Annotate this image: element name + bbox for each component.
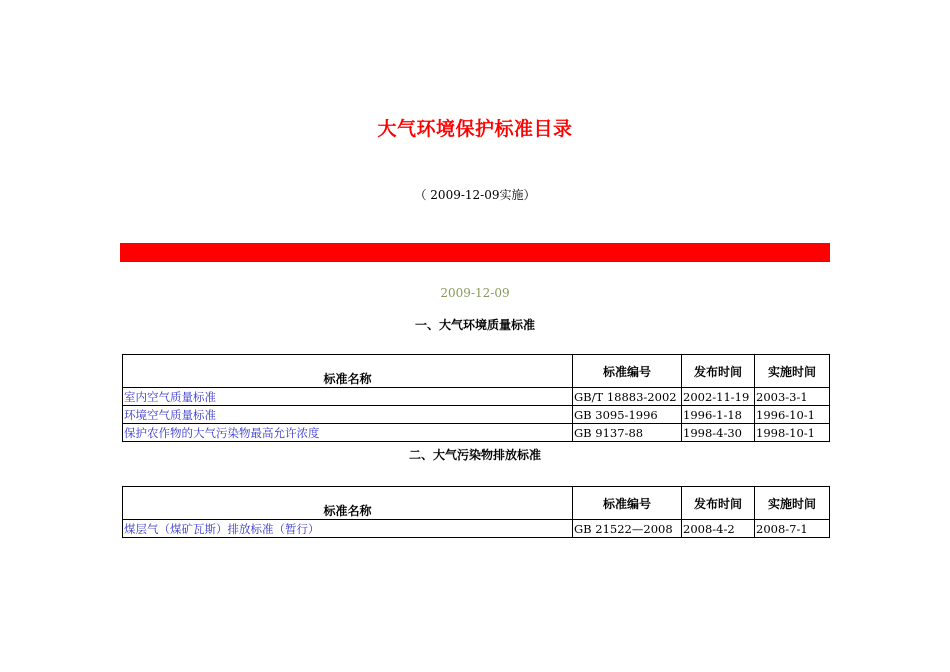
column-header-effective: 实施时间 xyxy=(755,487,830,520)
red-divider-bar xyxy=(120,243,830,262)
section-heading-air-quality: 一、大气环境质量标准 xyxy=(414,318,535,332)
standard-code: GB/T 18883-2002 xyxy=(573,388,682,406)
standard-name-link[interactable]: 环境空气质量标准 xyxy=(124,407,216,422)
table-row xyxy=(123,520,830,538)
publish-date: 2009-12-09 xyxy=(440,286,510,300)
effective-date: 1998-10-1 xyxy=(755,424,830,442)
table-row xyxy=(123,388,830,406)
standard-code: GB 21522—2008 xyxy=(573,520,682,538)
table-header-row xyxy=(123,487,830,520)
column-header-name: 标准名称 xyxy=(123,355,573,388)
published-date: 2008-4-2 xyxy=(682,520,755,538)
standard-code: GB 9137-88 xyxy=(573,424,682,442)
air-quality-standards-table xyxy=(122,354,830,442)
published-date: 1998-4-30 xyxy=(682,424,755,442)
effective-date: 2003-3-1 xyxy=(755,388,830,406)
implementation-date-note: （ 2009-12-09实施） xyxy=(414,188,536,202)
section-heading-emission: 二、大气污染物排放标准 xyxy=(408,448,541,462)
standard-code: GB 3095-1996 xyxy=(573,406,682,424)
table-row xyxy=(123,406,830,424)
table-header-row xyxy=(123,355,830,388)
published-date: 2002-11-19 xyxy=(682,388,755,406)
column-header-published: 发布时间 xyxy=(682,355,755,388)
effective-date: 2008-7-1 xyxy=(755,520,830,538)
column-header-code: 标准编号 xyxy=(573,355,682,388)
column-header-published: 发布时间 xyxy=(682,487,755,520)
published-date: 1996-1-18 xyxy=(682,406,755,424)
effective-date: 1996-10-1 xyxy=(755,406,830,424)
emission-standards-table xyxy=(122,486,830,538)
page-title: 大气环境保护标准目录 xyxy=(377,118,573,140)
standard-name-link[interactable]: 煤层气（煤矿瓦斯）排放标准（暂行） xyxy=(124,521,320,536)
standard-name-link[interactable]: 保护农作物的大气污染物最高允许浓度 xyxy=(124,425,320,440)
standard-name-link[interactable]: 室内空气质量标准 xyxy=(124,389,216,404)
column-header-code: 标准编号 xyxy=(573,487,682,520)
column-header-name: 标准名称 xyxy=(123,487,573,520)
column-header-effective: 实施时间 xyxy=(755,355,830,388)
table-row xyxy=(123,424,830,442)
